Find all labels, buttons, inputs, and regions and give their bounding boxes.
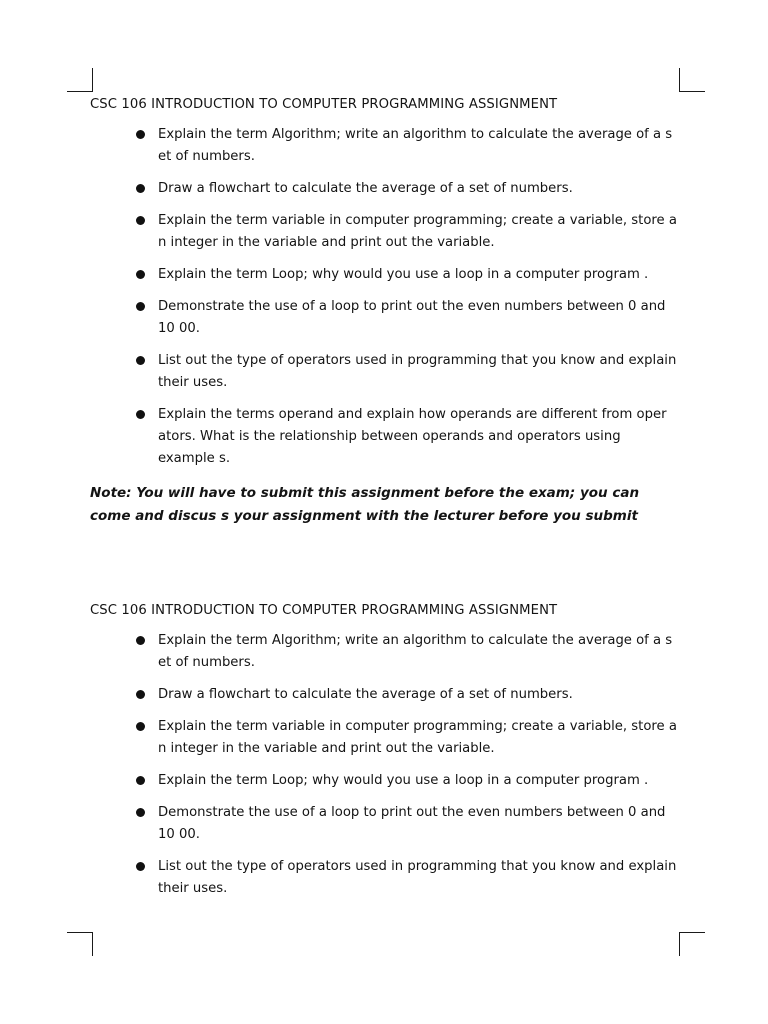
assignment-item [90,404,690,470]
assignment-item [90,856,690,900]
assignment-heading: CSC 106 INTRODUCTION TO COMPUTER PROGRAMMING ASSIGNMENT [90,97,558,112]
bullet-icon [136,776,145,785]
assignment-section-2 [90,602,690,910]
crop-mark-top-left [67,91,93,92]
assignment-item-text: Explain the term Algorithm; write an algorithm to calculate the average of a s et of numbers. [158,633,673,670]
assignment-list [90,124,690,470]
assignment-item [90,684,690,706]
assignment-item-text: List out the type of operators used in programming that you know and explain their uses. [158,859,677,896]
bullet-icon [136,808,145,817]
assignment-item [90,350,690,394]
assignment-item [90,716,690,760]
assignment-item-text: Draw a flowchart to calculate the average of a set of numbers. [158,687,573,702]
assignment-item [90,630,690,674]
crop-mark-bottom-left [67,932,93,933]
assignment-item-text: Explain the term Loop; why would you use a loop in a computer program . [158,267,649,282]
bullet-icon [136,722,145,731]
bullet-icon [136,302,145,311]
assignment-item [90,770,690,792]
assignment-item-text: Explain the term Algorithm; write an algorithm to calculate the average of a s et of numbers. [158,127,673,164]
assignment-heading: CSC 106 INTRODUCTION TO COMPUTER PROGRAMMING ASSIGNMENT [90,603,558,618]
assignment-item-text: Demonstrate the use of a loop to print out the even numbers between 0 and 10 00. [158,299,666,336]
bullet-icon [136,410,145,419]
crop-mark-bottom-right [679,932,680,956]
assignment-item-text: Explain the terms operand and explain how operands are different from oper ators. What is the relationship between operands and operators using example s. [158,407,667,466]
crop-mark-top-right [679,68,680,92]
assignment-item-text: Demonstrate the use of a loop to print out the even numbers between 0 and 10 00. [158,805,666,842]
assignment-item [90,210,690,254]
assignment-item-text: List out the type of operators used in programming that you know and explain their uses. [158,353,677,390]
bullet-icon [136,636,145,645]
crop-mark-top-left [92,68,93,92]
bullet-icon [136,184,145,193]
bullet-icon [136,690,145,699]
assignment-section-1 [90,96,690,528]
assignment-item [90,802,690,846]
crop-mark-bottom-left [92,932,93,956]
crop-mark-bottom-right [679,932,705,933]
bullet-icon [136,356,145,365]
assignment-item-text: Draw a flowchart to calculate the average of a set of numbers. [158,181,573,196]
bullet-icon [136,270,145,279]
bullet-icon [136,862,145,871]
submission-note: Note: You will have to submit this assignment before the exam; you can come and discus s your assignment with the lecturer before you submit [90,485,640,524]
assignment-item [90,124,690,168]
assignment-item [90,178,690,200]
bullet-icon [136,216,145,225]
assignment-item [90,296,690,340]
assignment-item-text: Explain the term Loop; why would you use a loop in a computer program . [158,773,649,788]
assignment-item [90,264,690,286]
bullet-icon [136,130,145,139]
assignment-item-text: Explain the term variable in computer programming; create a variable, store a n integer in the variable and print out the variable. [158,719,677,756]
crop-mark-top-right [679,91,705,92]
assignment-item-text: Explain the term variable in computer programming; create a variable, store a n integer in the variable and print out the variable. [158,213,677,250]
assignment-list [90,630,690,900]
